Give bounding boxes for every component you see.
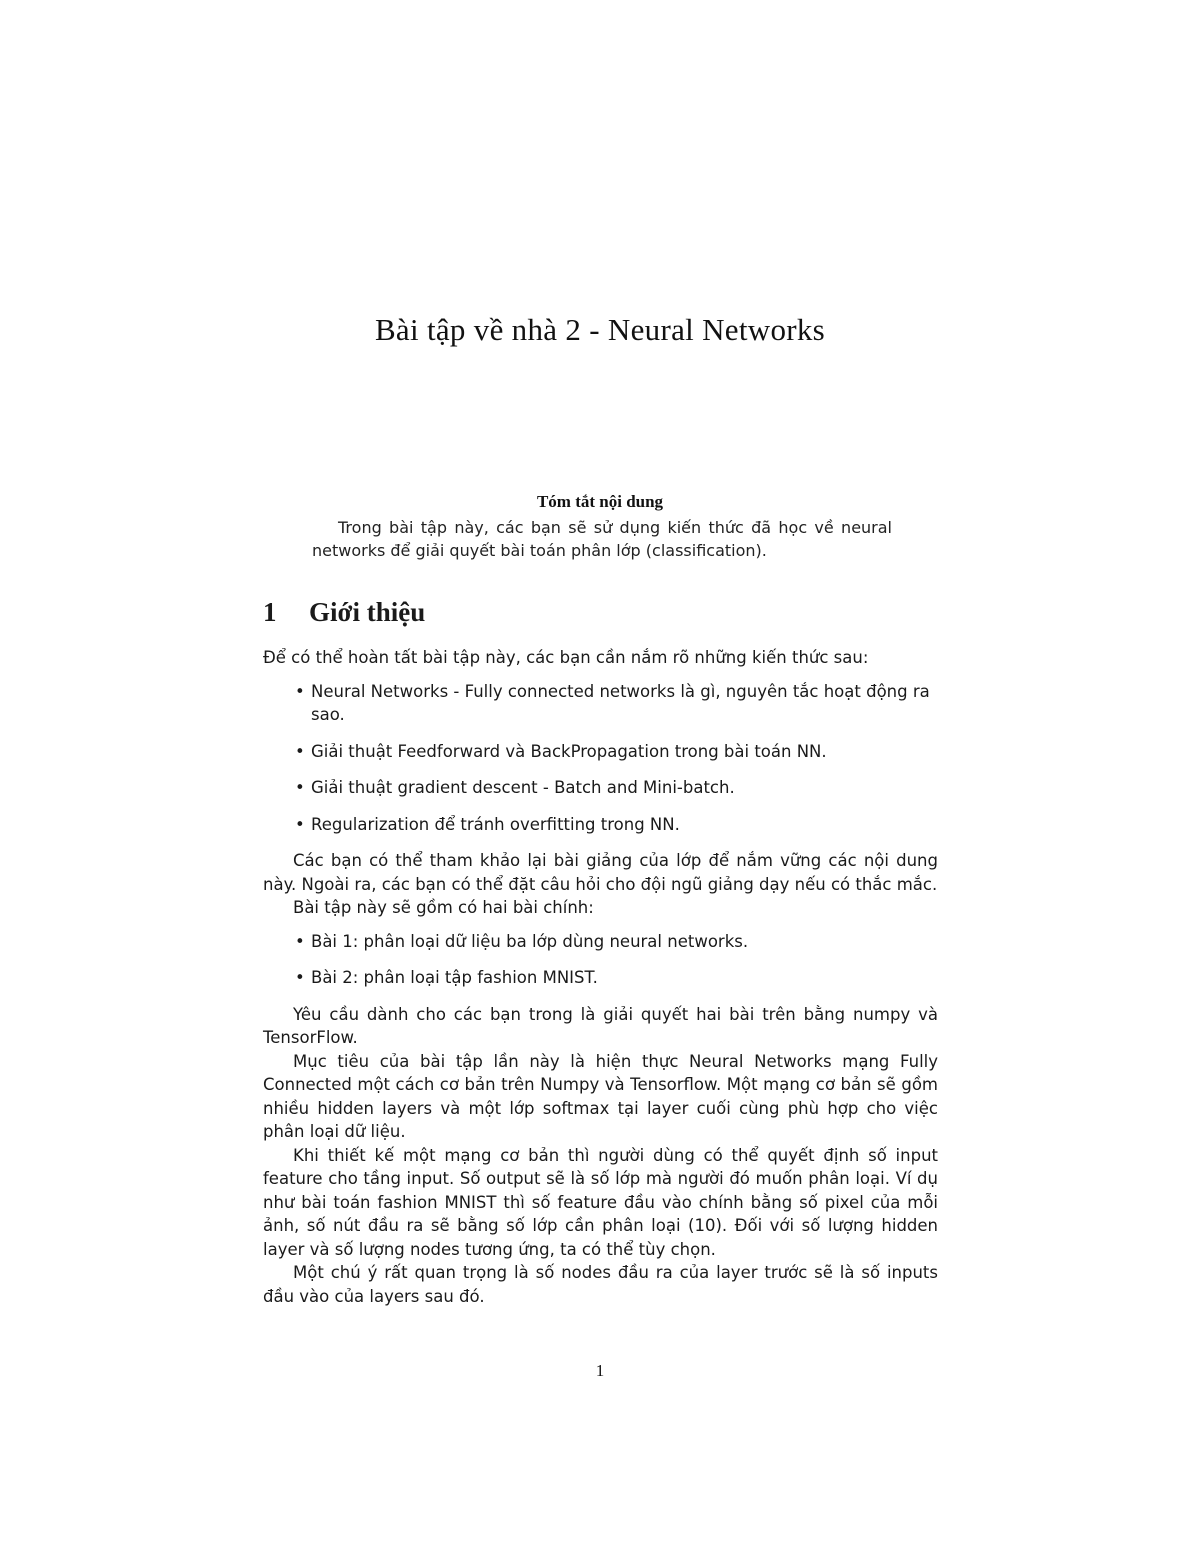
list-item-text: Giải thuật gradient descent - Batch and Mini-batch. — [311, 778, 735, 797]
list-item — [263, 813, 938, 837]
note-paragraph: Một chú ý rất quan trọng là số nodes đầu ra của layer trước sẽ là số inputs đầu vào của layers sau đó. — [263, 1263, 938, 1306]
list-item-text: Bài 2: phân loại tập fashion MNIST. — [311, 968, 598, 987]
bullet-icon: • — [295, 931, 305, 951]
bullet-icon: • — [295, 968, 305, 987]
intro-paragraph: Để có thể hoàn tất bài tập này, các bạn cần nắm rõ những kiến thức sau: — [263, 648, 869, 667]
list-item — [263, 776, 938, 800]
reference-paragraph: Các bạn có thể tham khảo lại bài giảng của lớp để nắm vững các nội dung này. Ngoài ra, các bạn có thể đặt câu hỏi cho đội ngũ giảng dạy nếu có thắc mắc. — [263, 851, 938, 894]
knowledge-list — [263, 680, 938, 837]
bullet-icon: • — [295, 741, 305, 761]
list-item — [263, 740, 938, 764]
bullet-icon: • — [295, 778, 305, 797]
document-title: Bài tập về nhà 2 - Neural Networks — [374, 312, 826, 347]
list-item — [263, 930, 938, 954]
goal-paragraph: Mục tiêu của bài tập lần này là hiện thực Neural Networks mạng Fully Connected một cách cơ bản trên Numpy và Tensorflow. Một mạng cơ bản sẽ gồm nhiều hidden layers và một lớp softmax tại layer cuối cùng phù hợp cho việc phân loại dữ liệu. — [263, 1051, 938, 1141]
requirement-paragraph: Yêu cầu dành cho các bạn trong là giải quyết hai bài trên bằng numpy và TensorFlow. — [263, 1004, 938, 1047]
section-heading — [263, 592, 938, 632]
design-paragraph: Khi thiết kế một mạng cơ bản thì người dùng có thể quyết định số input feature cho tầng input. Số output sẽ là số lớp mà người đó muốn phân loại. Ví dụ như bài toán fashion MNIST thì số feature đầu vào chính bằng số pixel của mỗi ảnh, số nút đầu ra sẽ bằng số lớp cần phân loại (10). Đối với số lượng hidden layer và số lượng nodes tương ứng, ta có thể tùy chọn. — [263, 1145, 938, 1259]
list-item-text: Bài 1: phân loại dữ liệu ba lớp dùng neural networks. — [311, 931, 749, 951]
section-title: Giới thiệu — [309, 597, 426, 627]
task-list — [263, 930, 938, 990]
abstract-body: Trong bài tập này, các bạn sẽ sử dụng kiến thức đã học về neural networks để giải quyết bài toán phân lớp (classification). — [312, 518, 892, 560]
abstract-heading: Tóm tắt nội dung — [536, 492, 664, 511]
bullet-icon: • — [295, 681, 305, 701]
tasks-intro-paragraph: Bài tập này sẽ gồm có hai bài chính: — [293, 898, 594, 917]
list-item-text: Regularization để tránh overfitting trong NN. — [311, 814, 680, 834]
main-content — [263, 592, 938, 1308]
section-number: 1 — [263, 597, 277, 627]
list-item — [263, 680, 938, 727]
list-item — [263, 966, 938, 990]
list-item-text: Neural Networks - Fully connected networks là gì, nguyên tắc hoạt động ra sao. — [311, 681, 930, 724]
bullet-icon: • — [295, 814, 305, 834]
list-item-text: Giải thuật Feedforward và BackPropagation trong bài toán NN. — [311, 741, 827, 761]
page-number: 1 — [595, 1361, 605, 1380]
